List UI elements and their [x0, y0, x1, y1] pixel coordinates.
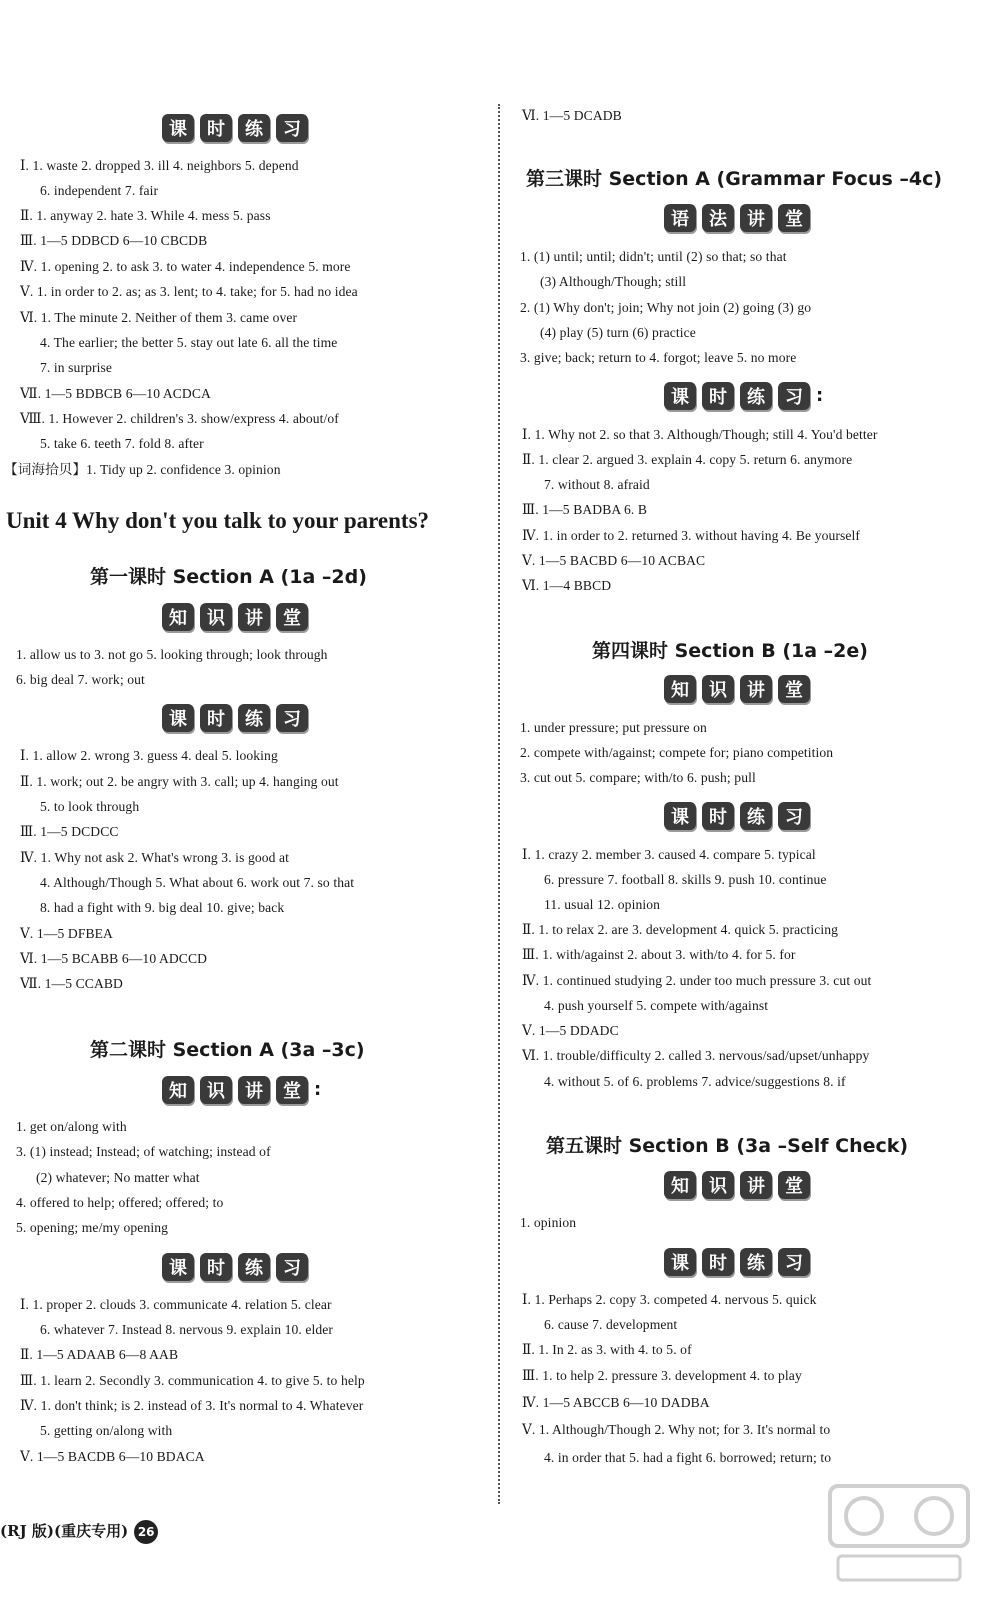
answer-line: 5. opening; me/my opening [16, 1220, 169, 1235]
banner-char: 时 [702, 382, 734, 410]
answer-line: 5. take 6. teeth 7. fold 8. after [40, 436, 204, 451]
answer-line: 6. independent 7. fair [40, 183, 159, 198]
answer-line: 7. without 8. afraid [544, 477, 650, 492]
banner-char: 习 [778, 1248, 810, 1276]
answer-line: Ⅵ. 1. The minute 2. Neither of them 3. came over [20, 310, 298, 325]
banner-char: 识 [702, 675, 734, 703]
answer-line: 8. had a fight with 9. big deal 10. give; back [40, 900, 285, 915]
answer-line: (3) Although/Though; still [540, 274, 687, 289]
answer-line: 1. opinion [520, 1215, 577, 1230]
lesson-heading: 第一课时 Section A (1a –2d) [90, 566, 367, 588]
banner-char: 课 [664, 382, 696, 410]
banner-char: 习 [778, 802, 810, 830]
banner-char: 练 [238, 1253, 270, 1281]
banner-knowledge-3 [664, 675, 810, 705]
answer-line: 6. pressure 7. football 8. skills 9. push 10. continue [544, 872, 827, 887]
answer-line: Ⅴ. 1—5 DFBEA [20, 926, 113, 941]
banner-char: 讲 [740, 1171, 772, 1199]
banner-char: 知 [664, 675, 696, 703]
banner-char: 识 [200, 1076, 232, 1104]
answer-line: Ⅲ. 1. with/against 2. about 3. with/to 4. for 5. for [522, 947, 796, 962]
answer-line: Ⅵ. 1. trouble/difficulty 2. called 3. nervous/sad/upset/unhappy [522, 1048, 870, 1063]
banner-char: 堂 [778, 675, 810, 703]
banner-char: 语 [664, 204, 696, 232]
answer-line: Ⅴ. 1—5 BACDB 6—10 BDACA [20, 1449, 205, 1464]
banner-colon: : [816, 385, 824, 406]
banner-char: 时 [200, 704, 232, 732]
answer-line: Ⅴ. 1. in order to 2. as; as 3. lent; to 4. take; for 5. had no idea [20, 284, 358, 299]
banner-char: 讲 [740, 675, 772, 703]
answer-line: Ⅰ. 1. waste 2. dropped 3. ill 4. neighbors 5. depend [20, 158, 299, 173]
banner-char: 习 [276, 704, 308, 732]
answer-line: 1. under pressure; put pressure on [520, 720, 707, 735]
answer-line: 6. big deal 7. work; out [16, 672, 145, 687]
answer-line: 5. getting on/along with [40, 1423, 173, 1438]
answer-line: Ⅳ. 1. don't think; is 2. instead of 3. It's normal to 4. Whatever [20, 1398, 364, 1413]
answer-line: Ⅷ. 1. However 2. children's 3. show/express 4. about/of [20, 411, 339, 426]
banner-char: 识 [200, 603, 232, 631]
answer-line: 5. to look through [40, 799, 140, 814]
banner-char: 时 [200, 1253, 232, 1281]
column-divider [498, 104, 500, 1504]
answer-line: Ⅲ. 1—5 DCDCC [20, 824, 119, 839]
answer-line: Ⅱ. 1—5 ADAAB 6—8 AAB [20, 1347, 179, 1362]
banner-char: 课 [664, 1248, 696, 1276]
answer-line: Ⅴ. 1—5 DDADC [522, 1023, 619, 1038]
lesson-heading: 第二课时 Section A (3a –3c) [90, 1039, 365, 1061]
banner-lesson-practice-5 [664, 802, 810, 832]
answer-line: Ⅱ. 1. to relax 2. are 3. development 4. quick 5. practicing [522, 922, 838, 937]
answer-line: Ⅲ. 1—5 BADBA 6. B [522, 502, 648, 517]
answer-line: 4. offered to help; offered; offered; to [16, 1195, 224, 1210]
answer-line: (2) whatever; No matter what [36, 1170, 200, 1185]
answer-line: 4. Although/Though 5. What about 6. work out 7. so that [40, 875, 355, 890]
answer-line: Ⅰ. 1. proper 2. clouds 3. communicate 4. relation 5. clear [20, 1297, 332, 1312]
answer-line: 2. compete with/against; compete for; piano competition [520, 745, 834, 760]
answer-line: Ⅳ. 1. opening 2. to ask 3. to water 4. independence 5. more [20, 259, 351, 274]
answer-line: Ⅵ. 1—5 BCABB 6—10 ADCCD [20, 951, 208, 966]
edition-label: (RJ 版)(重庆专用) [0, 1522, 129, 1540]
answer-line: 1. allow us to 3. not go 5. looking through; look through [16, 647, 328, 662]
banner-char: 时 [702, 802, 734, 830]
banner-char: 堂 [276, 603, 308, 631]
banner-char: 知 [664, 1171, 696, 1199]
page-footer [0, 1520, 158, 1544]
banner-lesson-practice-2 [162, 704, 308, 734]
answer-line: Ⅱ. 1. anyway 2. hate 3. While 4. mess 5. pass [20, 208, 271, 223]
answer-line: 11. usual 12. opinion [544, 897, 661, 912]
answer-line: Ⅰ. 1. Why not 2. so that 3. Although/Though; still 4. You'd better [522, 427, 878, 442]
answer-line: Ⅱ. 1. In 2. as 3. with 4. to 5. of [522, 1342, 692, 1357]
answer-line: Ⅰ. 1. crazy 2. member 3. caused 4. compare 5. typical [522, 847, 816, 862]
answer-line: Ⅵ. 1—5 DCADB [522, 108, 622, 123]
banner-knowledge-4 [664, 1171, 810, 1201]
banner-char: 法 [702, 204, 734, 232]
banner-grammar [664, 204, 810, 234]
banner-char: 练 [238, 704, 270, 732]
banner-colon: : [314, 1079, 322, 1100]
answer-line: Ⅱ. 1. work; out 2. be angry with 3. call; up 4. hanging out [20, 774, 339, 789]
answer-line: 4. without 5. of 6. problems 7. advice/suggestions 8. if [544, 1074, 846, 1089]
banner-knowledge-1 [162, 603, 308, 633]
banner-char: 堂 [778, 1171, 810, 1199]
banner-char: 课 [162, 1253, 194, 1281]
lesson-heading: 第四课时 Section B (1a –2e) [592, 640, 868, 662]
banner-char: 习 [276, 1253, 308, 1281]
answer-line: 1. (1) until; until; didn't; until (2) so that; so that [520, 249, 787, 264]
banner-char: 课 [162, 704, 194, 732]
banner-char: 讲 [238, 603, 270, 631]
answer-line: Ⅶ. 1—5 CCABD [20, 976, 123, 991]
banner-char: 堂 [778, 204, 810, 232]
answer-line: 7. in surprise [40, 360, 113, 375]
banner-char: 时 [702, 1248, 734, 1276]
banner-char: 识 [702, 1171, 734, 1199]
banner-lesson-practice-1 [162, 114, 308, 144]
answer-line: Ⅲ. 1—5 DDBCD 6—10 CBCDB [20, 233, 208, 248]
answer-line: Ⅲ. 1. to help 2. pressure 3. development 4. to play [522, 1368, 802, 1383]
answer-line: Ⅴ. 1. Although/Though 2. Why not; for 3. It's normal to [522, 1422, 831, 1437]
answer-line: Ⅰ. 1. allow 2. wrong 3. guess 4. deal 5. looking [20, 748, 278, 763]
answer-line: Ⅱ. 1. clear 2. argued 3. explain 4. copy 5. return 6. anymore [522, 452, 853, 467]
answer-line: Ⅳ. 1. in order to 2. returned 3. without having 4. Be yourself [522, 528, 861, 543]
answer-line: 6. whatever 7. Instead 8. nervous 9. explain 10. elder [40, 1322, 334, 1337]
banner-lesson-practice-4 [664, 382, 823, 412]
banner-lesson-practice-6 [664, 1248, 810, 1278]
answer-line: 1. get on/along with [16, 1119, 127, 1134]
banner-char: 讲 [740, 204, 772, 232]
answer-line: 4. push yourself 5. compete with/against [544, 998, 769, 1013]
answer-line: Ⅳ. 1. Why not ask 2. What's wrong 3. is good at [20, 850, 290, 865]
unit-title: Unit 4 Why don't you talk to your parents? [6, 508, 430, 533]
answer-line: 3. cut out 5. compare; with/to 6. push; pull [520, 770, 756, 785]
banner-char: 讲 [238, 1076, 270, 1104]
banner-char: 练 [740, 382, 772, 410]
banner-char: 知 [162, 1076, 194, 1104]
banner-char: 习 [276, 114, 308, 142]
answer-line: 6. cause 7. development [544, 1317, 678, 1332]
answer-line: 【词海拾贝】1. Tidy up 2. confidence 3. opinion [4, 462, 281, 477]
answer-line: Ⅳ. 1. continued studying 2. under too much pressure 3. cut out [522, 973, 872, 988]
banner-char: 课 [162, 114, 194, 142]
banner-char: 时 [200, 114, 232, 142]
banner-char: 练 [740, 1248, 772, 1276]
answer-line: Ⅰ. 1. Perhaps 2. copy 3. competed 4. nervous 5. quick [522, 1292, 817, 1307]
answer-line: (4) play (5) turn (6) practice [540, 325, 696, 340]
watermark-logo-icon [824, 1478, 974, 1588]
answer-line: Ⅲ. 1. learn 2. Secondly 3. communication 4. to give 5. to help [20, 1373, 365, 1388]
banner-knowledge-2 [162, 1076, 321, 1106]
banner-lesson-practice-3 [162, 1253, 308, 1283]
answer-line: Ⅴ. 1—5 BACBD 6—10 ACBAC [522, 553, 706, 568]
answer-line: Ⅳ. 1—5 ABCCB 6—10 DADBA [522, 1395, 710, 1410]
answer-line: 2. (1) Why don't; join; Why not join (2) going (3) go [520, 300, 812, 315]
banner-char: 练 [740, 802, 772, 830]
answer-line: 4. in order that 5. had a fight 6. borrowed; return; to [544, 1450, 832, 1465]
page-number: 26 [134, 1520, 158, 1544]
lesson-heading: 第五课时 Section B (3a –Self Check) [546, 1135, 909, 1157]
banner-char: 堂 [276, 1076, 308, 1104]
answer-line: 4. The earlier; the better 5. stay out late 6. all the time [40, 335, 338, 350]
banner-char: 习 [778, 382, 810, 410]
answer-line: 3. (1) instead; Instead; of watching; instead of [16, 1144, 271, 1159]
banner-char: 课 [664, 802, 696, 830]
banner-char: 练 [238, 114, 270, 142]
lesson-heading: 第三课时 Section A (Grammar Focus –4c) [526, 168, 943, 190]
banner-char: 知 [162, 603, 194, 631]
answer-line: Ⅶ. 1—5 BDBCB 6—10 ACDCA [20, 386, 211, 401]
answer-line: 3. give; back; return to 4. forgot; leave 5. no more [520, 350, 797, 365]
answer-line: Ⅵ. 1—4 BBCD [522, 578, 612, 593]
